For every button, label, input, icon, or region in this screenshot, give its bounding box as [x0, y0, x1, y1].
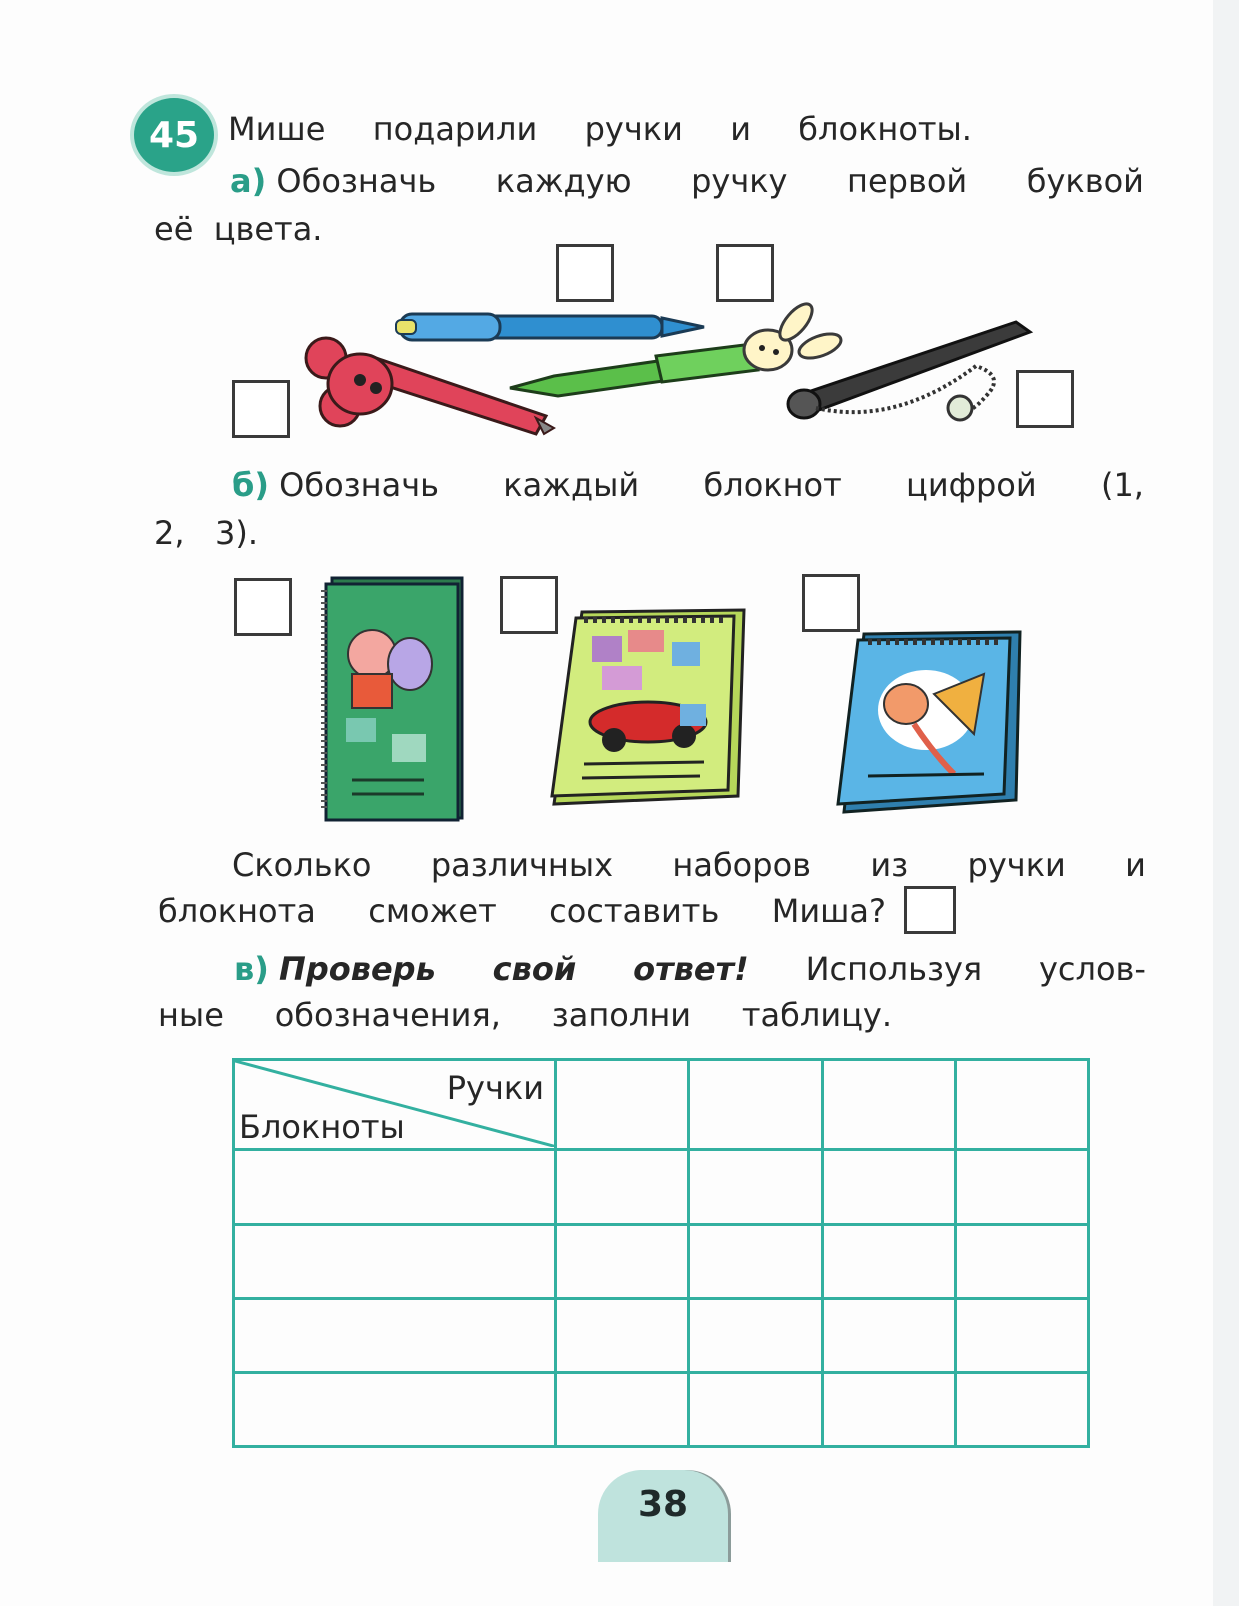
table-cell[interactable] [822, 1060, 955, 1150]
table-cell[interactable] [822, 1224, 955, 1298]
table-corner-cell [234, 1060, 556, 1150]
word: обозначения, [274, 996, 501, 1034]
green-notebook-image [312, 574, 468, 824]
page-number: 38 [598, 1470, 728, 1562]
word: блокноты. [798, 110, 972, 148]
word: её [154, 210, 194, 248]
word: 2, [154, 514, 185, 552]
word: блокнот [703, 466, 842, 504]
pen-answer-box-red[interactable] [232, 380, 290, 438]
table-cell[interactable] [234, 1224, 556, 1298]
word: первой [847, 162, 968, 200]
intro-line [228, 110, 972, 148]
table-cell[interactable] [822, 1150, 955, 1224]
question-line-1 [232, 846, 1146, 884]
table-row [234, 1298, 1089, 1372]
table-cell[interactable] [234, 1372, 556, 1446]
word: Проверь [279, 950, 436, 988]
part-a-line-1 [230, 162, 1144, 200]
word: Сколько [232, 846, 372, 884]
table-cell[interactable] [955, 1224, 1088, 1298]
question-line-2 [158, 892, 886, 930]
blue-notebook-image [834, 624, 1024, 820]
pen-answer-box-green[interactable] [716, 244, 774, 302]
table-row [234, 1372, 1089, 1446]
word: блокнота [158, 892, 316, 930]
word: различных [430, 846, 614, 884]
word: ручку [691, 162, 788, 200]
word: сможет [368, 892, 497, 930]
table-cell[interactable] [689, 1298, 822, 1372]
part-c-line-2 [158, 996, 892, 1034]
table-cell[interactable] [822, 1372, 955, 1446]
word: Обозначь [279, 466, 439, 504]
word: Обозначь [276, 162, 437, 200]
word: каждый [503, 466, 640, 504]
part-c-label: в) [234, 950, 269, 988]
table-cell[interactable] [556, 1372, 689, 1446]
part-b-line-2 [154, 514, 258, 552]
pen-answer-box-blue[interactable] [556, 244, 614, 302]
table-cell[interactable] [955, 1060, 1088, 1150]
word: и [1125, 846, 1146, 884]
part-a-line-2 [154, 210, 322, 248]
word: Используя [805, 950, 983, 988]
table-cell[interactable] [556, 1298, 689, 1372]
corner-label-notebooks: Блокноты [239, 1108, 405, 1147]
part-b-line-1 [232, 466, 1144, 504]
table-cell[interactable] [556, 1150, 689, 1224]
word: из [870, 846, 909, 884]
table-cell[interactable] [955, 1372, 1088, 1446]
word: наборов [672, 846, 811, 884]
word: услов- [1038, 950, 1146, 988]
word: цифрой [906, 466, 1037, 504]
table-cell[interactable] [689, 1372, 822, 1446]
task-number-badge: 45 [134, 98, 214, 172]
combinations-table [232, 1058, 1090, 1448]
table-cell[interactable] [689, 1150, 822, 1224]
page-edge [1213, 0, 1239, 1606]
combinations-answer-box[interactable] [904, 886, 956, 934]
word: каждую [495, 162, 632, 200]
word: Миша? [771, 892, 886, 930]
corner-label-pens: Ручки [446, 1069, 544, 1107]
table-cell[interactable] [955, 1298, 1088, 1372]
word: ответ! [633, 950, 749, 988]
word: ные [158, 996, 224, 1034]
notebook-answer-box-1[interactable] [234, 578, 292, 636]
word: ручки [584, 110, 683, 148]
table-cell[interactable] [556, 1224, 689, 1298]
part-c-line-1 [234, 950, 1146, 988]
word: Мише [228, 110, 326, 148]
word: подарили [372, 110, 538, 148]
word: и [730, 110, 751, 148]
green-pen-image [510, 299, 844, 396]
table-cell[interactable] [234, 1150, 556, 1224]
word: свой [492, 950, 577, 988]
word: цвета. [213, 210, 323, 248]
table-cell[interactable] [689, 1060, 822, 1150]
part-b-label: б) [232, 466, 269, 504]
table-cell[interactable] [689, 1224, 822, 1298]
table-row [234, 1224, 1089, 1298]
word: составить [549, 892, 720, 930]
table-cell[interactable] [822, 1298, 955, 1372]
table-cell[interactable] [556, 1060, 689, 1150]
word: таблицу. [741, 996, 892, 1034]
blue-pen-image [396, 314, 704, 340]
word: буквой [1026, 162, 1144, 200]
table-cell[interactable] [234, 1298, 556, 1372]
word: (1, [1100, 466, 1144, 504]
part-a-label: а) [230, 162, 267, 200]
word: 3). [215, 514, 259, 552]
pens-illustration [296, 296, 1046, 446]
table-cell[interactable] [955, 1150, 1088, 1224]
yellow-green-notebook-image [548, 600, 752, 812]
table-row [234, 1150, 1089, 1224]
word: ручки [967, 846, 1066, 884]
table-header-row [234, 1060, 1089, 1150]
word: заполни [551, 996, 692, 1034]
